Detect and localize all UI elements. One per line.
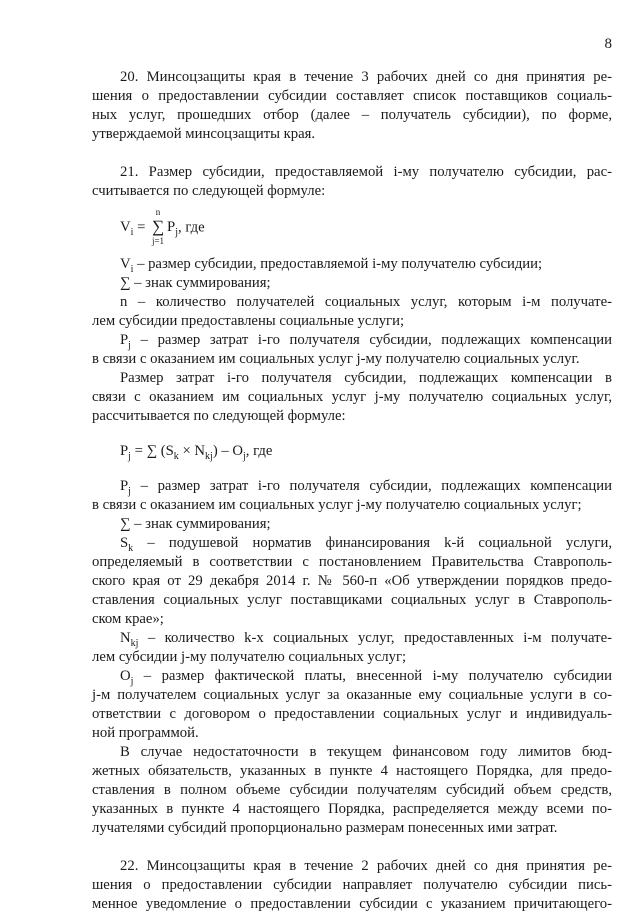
definition-sum — [92, 274, 612, 293]
definition-n — [92, 293, 612, 331]
text-line: ответствии с договором о предоставлении социальных услуг и индивидуаль- — [92, 706, 612, 722]
text-line: утверждаемой минсоцзащиты края. — [92, 126, 316, 142]
paragraph-21 — [92, 163, 612, 201]
text-line: в связи с оказанием им социальных услуг j-му получателю социальных услуг; — [92, 497, 582, 513]
definitions-2 — [92, 477, 612, 743]
definition-sk — [92, 534, 612, 629]
formula-subsidy — [92, 209, 612, 247]
text-line: $S_k$ – подушевой норматив финансирования k-й социальной услуги, — [120, 535, 612, 554]
text-line: ставления в полном объеме субсидии получателям субсидий объем средств, — [92, 782, 612, 798]
definition-oj — [92, 667, 612, 743]
text-line: $O_j$ – размер фактической платы, внесенной i-му получателю субсидии — [120, 668, 612, 687]
paragraph-22 — [92, 857, 612, 914]
paragraph-20 — [92, 68, 612, 144]
text-line: ной программой. — [92, 725, 199, 741]
definition-pj-2 — [92, 477, 612, 515]
text-line: n – количество получателей социальных услуг, которым i-м получате- — [120, 294, 612, 310]
text-line: лем субсидии предоставлены социальные услуги; — [92, 313, 405, 329]
text-line: ском крае»; — [92, 611, 164, 627]
text-line: считывается по следующей формуле: — [92, 183, 326, 199]
text-line: лучателями субсидий пропорционально размерам понесенных ими затрат. — [92, 820, 558, 836]
paragraph-cost — [92, 369, 612, 426]
summation-symbol: n ∑ j=1 — [151, 207, 165, 246]
text-line: ∑ – знак суммирования; — [120, 275, 271, 291]
text-line: $P_j$ – размер затрат i-го получателя субсидии, подлежащих компенсации — [120, 478, 612, 497]
text-line: $V_i$ – размер субсидии, предоставляемой i-му получателю субсидии; — [120, 256, 543, 275]
formula-equals: = — [133, 219, 150, 236]
text-line: менное уведомление о предоставлении субсидии с указанием причитающего- — [92, 896, 612, 912]
text-line: 20. Минсоцзащиты края в течение 3 рабочих дней со дня принятия ре- — [120, 69, 612, 85]
text-line: $N_{kj}$ – количество k-х социальных услуг, предоставленных i-м получате- — [120, 630, 612, 649]
definition-pj — [92, 331, 612, 369]
text-line: 22. Минсоцзащиты края в течение 2 рабочих дней со дня принятия ре- — [120, 858, 612, 874]
text-line: жетных обязательств, указанных в пункте 4 настоящего Порядка, для предо- — [92, 763, 612, 779]
text-line: указанных в пункте 4 настоящего Порядка, распределяется между всеми по- — [92, 801, 612, 817]
text-line: ∑ – знак суммирования; — [120, 516, 271, 532]
definitions-1 — [92, 255, 612, 369]
page-number: 8 — [604, 36, 612, 52]
definition-vi — [92, 255, 612, 274]
text-line: в связи с оказанием им социальных услуг j-му получателю социальных услуг. — [92, 351, 580, 367]
text-line: ных услуг, прошедших отбор (далее – получатель субсидии), по форме, — [92, 107, 612, 123]
definition-sum-2 — [92, 515, 612, 534]
formula-rhs: $P_j$ — [167, 219, 178, 239]
formula-cost: $P_j$ = ∑ $(S_k \times N_{kj}) - O_j$, где — [120, 443, 273, 462]
text-line: 21. Размер субсидии, предоставляемой i-му получателю субсидии, рас- — [120, 164, 612, 180]
text-line: шения о предоставлении субсидии составляет список поставщиков социаль- — [92, 88, 612, 104]
document-body — [92, 68, 612, 914]
text-line: определяемый в соответствии с постановлением Правительства Ставрополь- — [92, 554, 612, 570]
formula-lhs: $V_i$ — [120, 219, 134, 239]
text-line: шения о предоставлении субсидии направляет получателю субсидии пись- — [92, 877, 612, 893]
text-line: В случае недостаточности в текущем финансовом году лимитов бюд- — [120, 744, 612, 760]
text-line: ского края от 29 декабря 2014 г. № 560-п «Об утверждении порядков предо- — [92, 573, 612, 589]
paragraph-shortage — [92, 743, 612, 838]
text-line: ставления социальных услуг поставщиками социальных услуг в Ставрополь- — [92, 592, 612, 608]
text-line: Размер затрат i-го получателя субсидии, подлежащих компенсации в — [120, 370, 612, 386]
text-line: $P_j$ – размер затрат i-го получателя субсидии, подлежащих компенсации — [120, 332, 612, 351]
text-line: рассчитывается по следующей формуле: — [92, 408, 346, 424]
text-line: лем субсидии j-му получателю социальных услуг; — [92, 649, 407, 665]
text-line: j-м получателем социальных услуг за оказанные ему социальные услуги в со- — [92, 687, 612, 703]
text-line: связи с оказанием им социальных услуг j-му получателю социальных услуг, — [92, 389, 612, 405]
formula-suffix: , где — [177, 219, 205, 236]
definition-nkj — [92, 629, 612, 667]
